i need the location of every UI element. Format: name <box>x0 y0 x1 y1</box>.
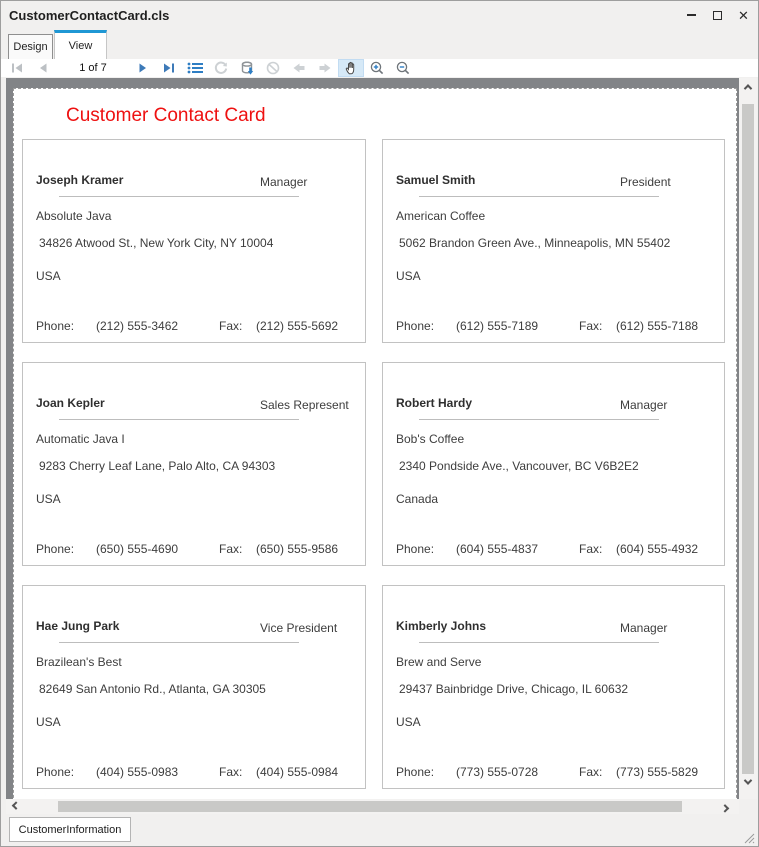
close-button[interactable] <box>735 7 752 24</box>
history-forward-button[interactable] <box>312 59 338 77</box>
phone-label: Phone: <box>396 542 435 556</box>
phone-label: Phone: <box>36 765 75 779</box>
tab-view-label: View <box>68 40 93 52</box>
vertical-scrollbar[interactable] <box>739 78 757 799</box>
next-page-icon <box>135 60 151 76</box>
contact-name: Joan Kepler <box>36 396 105 410</box>
maximize-icon <box>713 11 722 20</box>
fax-label: Fax: <box>219 542 243 556</box>
last-page-icon <box>161 60 177 76</box>
contact-card <box>382 362 725 566</box>
minimize-icon <box>687 14 696 16</box>
table-of-contents-button[interactable] <box>182 59 208 77</box>
fax-label: Fax: <box>579 765 603 779</box>
scroll-left-button[interactable] <box>8 799 24 814</box>
phone-label: Phone: <box>36 542 75 556</box>
contact-phone: (404) 555-0983 <box>96 765 179 779</box>
mode-tabstrip <box>1 29 758 59</box>
contact-name: Samuel Smith <box>396 173 476 187</box>
contact-company: Brew and Serve <box>396 655 482 669</box>
pan-tool-icon <box>343 60 359 76</box>
contact-country: USA <box>36 269 61 283</box>
contact-company: American Coffee <box>396 209 486 223</box>
table-of-contents-icon <box>186 60 204 76</box>
first-page-icon <box>9 60 25 76</box>
cancel-button[interactable] <box>260 59 286 77</box>
contact-address: 2340 Pondside Ave., Vancouver, BC V6B2E2 <box>399 459 639 473</box>
resize-grip[interactable] <box>742 831 755 844</box>
refresh-icon <box>213 60 229 76</box>
horizontal-scrollbar-thumb[interactable] <box>58 801 682 812</box>
tab-design-label: Design <box>13 41 48 53</box>
report-title: Customer Contact Card <box>66 105 266 126</box>
contact-job-title: Manager <box>620 398 668 412</box>
scroll-right-button[interactable] <box>717 799 733 814</box>
first-page-button[interactable] <box>4 59 30 77</box>
phone-label: Phone: <box>36 319 75 333</box>
contact-cards-grid <box>22 139 725 789</box>
contact-address: 34826 Atwood St., New York City, NY 10004 <box>39 236 274 250</box>
contact-phone: (604) 555-4837 <box>456 542 539 556</box>
contact-address: 82649 San Antonio Rd., Atlanta, GA 30305 <box>39 682 266 696</box>
contact-card <box>382 139 725 343</box>
name-underline <box>59 642 299 643</box>
report-viewport[interactable] <box>6 78 739 799</box>
contact-company: Bob's Coffee <box>396 432 465 446</box>
contact-country: USA <box>396 715 421 729</box>
close-icon: ✕ <box>738 7 749 23</box>
sheet-tab-customer-information[interactable] <box>9 817 131 842</box>
titlebar <box>1 1 758 29</box>
scroll-up-button[interactable] <box>739 78 757 96</box>
cancel-icon <box>265 60 281 76</box>
name-underline <box>59 419 299 420</box>
report-page <box>13 88 737 799</box>
fax-label: Fax: <box>219 765 243 779</box>
contact-phone: (773) 555-0728 <box>456 765 539 779</box>
contact-address: 9283 Cherry Leaf Lane, Palo Alto, CA 94303 <box>39 459 276 473</box>
maximize-button[interactable] <box>709 7 726 24</box>
contact-fax: (212) 555-5692 <box>256 319 339 333</box>
contact-job-title: President <box>620 175 671 189</box>
name-underline <box>419 196 659 197</box>
contact-job-title: Manager <box>620 621 668 635</box>
name-underline <box>59 196 299 197</box>
contact-name: Kimberly Johns <box>396 619 487 633</box>
pan-tool-button[interactable] <box>338 59 364 77</box>
minimize-button[interactable] <box>683 7 700 24</box>
name-underline <box>419 419 659 420</box>
contact-country: Canada <box>396 492 439 506</box>
contact-company: Brazilean's Best <box>36 655 122 669</box>
contact-fax: (404) 555-0984 <box>256 765 339 779</box>
scroll-down-button[interactable] <box>739 773 757 791</box>
contact-name: Hae Jung Park <box>36 619 120 633</box>
history-back-button[interactable] <box>286 59 312 77</box>
contact-job-title: Vice President <box>260 621 338 635</box>
fax-label: Fax: <box>219 319 243 333</box>
contact-address: 29437 Bainbridge Drive, Chicago, IL 60632 <box>399 682 629 696</box>
contact-card <box>382 585 725 789</box>
contact-fax: (612) 555-7188 <box>616 319 699 333</box>
zoom-out-button[interactable] <box>390 59 416 77</box>
export-icon <box>239 60 256 77</box>
refresh-button[interactable] <box>208 59 234 77</box>
contact-country: USA <box>36 492 61 506</box>
contact-fax: (773) 555-5829 <box>616 765 699 779</box>
zoom-in-icon <box>369 60 386 77</box>
export-button[interactable] <box>234 59 260 77</box>
previous-page-button[interactable] <box>30 59 56 77</box>
sheet-tab-label: CustomerInformation <box>18 823 122 836</box>
fax-label: Fax: <box>579 542 603 556</box>
horizontal-scrollbar[interactable] <box>6 799 739 814</box>
window-title: CustomerContactCard.cls <box>9 7 170 23</box>
contact-card <box>22 362 366 566</box>
contact-name: Robert Hardy <box>396 396 473 410</box>
chevron-left-icon <box>12 801 20 809</box>
contact-company: Automatic Java I <box>36 432 125 446</box>
next-page-button[interactable] <box>130 59 156 77</box>
chevron-up-icon <box>744 84 752 92</box>
contact-phone: (650) 555-4690 <box>96 542 179 556</box>
contact-name: Joseph Kramer <box>36 173 124 187</box>
contact-company: Absolute Java <box>36 209 112 223</box>
window-controls <box>683 1 752 29</box>
tab-design[interactable] <box>8 34 53 59</box>
zoom-out-icon <box>395 60 412 77</box>
contact-country: USA <box>36 715 61 729</box>
zoom-in-button[interactable] <box>364 59 390 77</box>
contact-country: USA <box>396 269 421 283</box>
page-indicator: 1 of 7 <box>79 62 107 74</box>
contact-job-title: Sales Represent <box>260 398 349 412</box>
phone-label: Phone: <box>396 765 435 779</box>
tab-view[interactable] <box>54 30 107 59</box>
contact-phone: (612) 555-7189 <box>456 319 539 333</box>
contact-card <box>22 139 366 343</box>
history-forward-icon <box>317 60 333 76</box>
chevron-down-icon <box>744 776 752 784</box>
contact-phone: (212) 555-3462 <box>96 319 179 333</box>
viewer-toolbar <box>1 59 758 77</box>
fax-label: Fax: <box>579 319 603 333</box>
last-page-button[interactable] <box>156 59 182 77</box>
name-underline <box>419 642 659 643</box>
contact-address: 5062 Brandon Green Ave., Minneapolis, MN 55402 <box>399 236 671 250</box>
contact-card <box>22 585 366 789</box>
chevron-right-icon <box>721 804 729 812</box>
previous-page-icon <box>35 60 51 76</box>
phone-label: Phone: <box>396 319 435 333</box>
vertical-scrollbar-thumb[interactable] <box>742 104 754 774</box>
contact-job-title: Manager <box>260 175 308 189</box>
contact-fax: (650) 555-9586 <box>256 542 339 556</box>
contact-fax: (604) 555-4932 <box>616 542 699 556</box>
history-back-icon <box>291 60 307 76</box>
